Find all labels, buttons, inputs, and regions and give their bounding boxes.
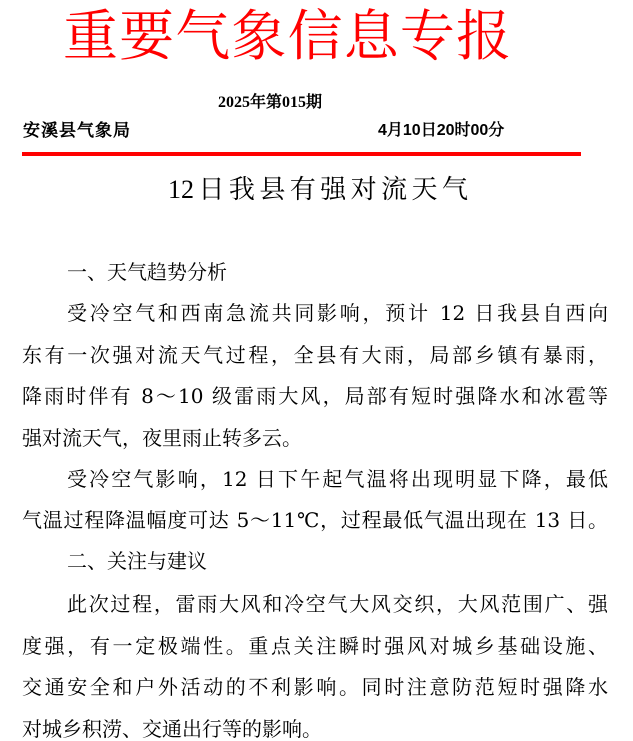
paragraph-line: 强对流天气，夜里雨止转多云。 — [22, 426, 302, 450]
paragraph-line: 气温过程降温幅度可达 5～11℃，过程最低气温出现在 13 日。 — [22, 508, 608, 532]
paragraph-line: 受冷空气影响，12 日下午起气温将出现明显下降，最低 — [67, 467, 608, 491]
red-divider-rule — [22, 152, 581, 156]
document-headline: 12日我县有强对流天气 — [168, 175, 468, 204]
paragraph-line: 交通安全和户外活动的不利影响。同时注意防范短时强降水 — [22, 675, 608, 699]
section-heading-attention-advice: 二、关注与建议 — [67, 549, 207, 573]
section-heading-weather-trend: 一、天气趋势分析 — [67, 260, 227, 284]
paragraph-line: 度强，有一定极端性。重点关注瞬时强风对城乡基础设施、 — [22, 634, 608, 658]
issue-datetime: 4月10日20时00分 — [378, 122, 505, 139]
issue-number: 2025年第015期 — [218, 94, 323, 111]
paragraph-line: 降雨时伴有 8～10 级雷雨大风，局部有短时强降水和冰雹等 — [22, 384, 608, 408]
paragraph-line: 对城乡积涝、交通出行等的影响。 — [22, 717, 322, 741]
paragraph-line: 受冷空气和西南急流共同影响，预计 12 日我县自西向 — [67, 301, 608, 325]
paragraph-line: 此次过程，雷雨大风和冷空气大风交织，大风范围广、强 — [67, 592, 608, 616]
paragraph-line: 东有一次强对流天气过程，全县有大雨，局部乡镇有暴雨， — [22, 343, 608, 367]
issuing-organization: 安溪县气象局 — [23, 121, 131, 141]
masthead-title: 重要气象信息专报 — [63, 4, 511, 68]
